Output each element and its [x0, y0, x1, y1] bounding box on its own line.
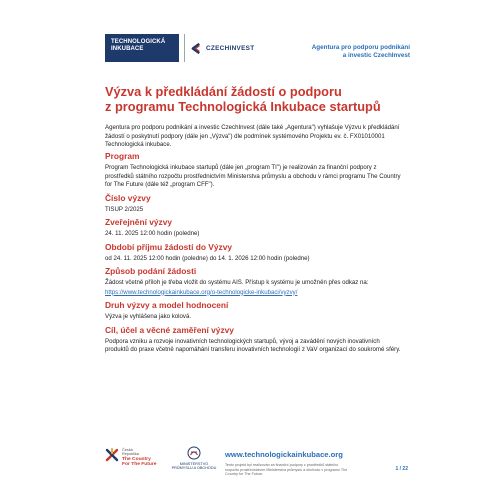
- section-publication: [105, 217, 403, 239]
- section-program: [105, 151, 403, 190]
- logo-line-2: INKUBACE: [111, 46, 144, 53]
- agency-line-1: Agentura pro podporu podnikání: [311, 44, 410, 51]
- country-for-the-future-logo: [105, 446, 165, 482]
- czechinvest-name: CZECHINVEST: [206, 44, 255, 52]
- footer-funding-note: Tento projekt byl realizován za finanční podpory z prostředků státního rozpočtu prostřednictvím Ministerstva průmyslu a obchodu v programu The Country for The Future.: [225, 463, 348, 477]
- country-label-line-1: Česká: [122, 448, 133, 452]
- section-call-number: [105, 193, 403, 215]
- czechinvest-logo: [190, 41, 254, 55]
- page-title: [105, 84, 405, 114]
- section-title: Zveřejnění výzvy: [105, 217, 173, 227]
- section-text: Podpora vzniku a rozvoje inovativních technologických startupů, vývoj a zavádění nových inovativních produktů do praxe včetně napomáhání transferu inovativních technologií z VaV organizací do soukromé sféry.: [105, 337, 401, 353]
- section-submission-method: [105, 266, 403, 297]
- section-title: Období příjmu žádostí do Výzvy: [105, 241, 233, 252]
- title-line-1: Výzva k předkládání žádostí o podporu: [105, 84, 342, 99]
- section-text: Program Technologická inkubace startupů (dále jen „program TI") je realizován za finanční podpory z prostředků státního rozpočtu prostřednictvím Ministerstva průmyslu a obchodu v rámci programu The Country for The Future (dále též „program CFF").: [105, 164, 401, 188]
- mpo-line-1: MINISTERSTVO: [179, 462, 209, 466]
- mpo-line-2: PRŮMYSLU A OBCHODU: [171, 466, 217, 471]
- ministry-emblem-icon: [187, 446, 201, 460]
- agency-line-2: a investic CzechInvest: [342, 52, 410, 60]
- country-label-line-2: Republika: [122, 452, 139, 457]
- section-text: TISUP 2/2025: [105, 205, 144, 213]
- section-text: Výzva je vyhlášena jako kolová.: [105, 313, 192, 320]
- logo-divider: [184, 34, 185, 62]
- sections-list: [105, 151, 403, 358]
- country-label: [122, 448, 139, 457]
- logo-line-1: TECHNOLOGICKÁ: [111, 39, 166, 45]
- document-page: [80, 14, 420, 486]
- page-number: 1 / 22: [395, 466, 408, 472]
- czechinvest-mark-icon: [190, 42, 203, 55]
- section-call-type: [105, 300, 403, 322]
- mpo-name: [170, 462, 218, 471]
- intro-paragraph: Agentura pro podporu podnikání a investic CzechInvest (dále také „Agentura") vyhlašuje Výzvu k předkládání žádostí o poskytnutí podpory (dále jen „Výzva") dle podmínek systémového Projektu ev. č. FX01010001 Technologická inkubace.: [105, 124, 400, 149]
- section-title: Číslo výzvy: [105, 192, 151, 203]
- section-text: 24. 11. 2025 12:00 hodin (poledne): [105, 230, 200, 237]
- section-title: Způsob podání žádosti: [105, 266, 197, 276]
- section-text: od 24. 11. 2025 12:00 hodin (poledne) do 14. 1. 2026 12:00 hodin (poledne): [105, 254, 310, 262]
- technologicka-inkubace-logo: [105, 34, 179, 62]
- section-title: Cíl, účel a věcné zaměření výzvy: [105, 324, 234, 335]
- czech-republic-mark-icon: [105, 448, 119, 462]
- title-line-2: z programu Technologická Inkubace startupů: [105, 99, 381, 114]
- agency-name: [280, 44, 410, 61]
- section-title: Program: [105, 151, 140, 161]
- ais-access-link[interactable]: https://www.technologickainkubace.org/o-technologicke-inkubaci/vyzvy/: [105, 288, 298, 296]
- section-submission-period: [105, 242, 403, 264]
- section-text: Žádost včetně příloh je třeba vložit do systému AIS. Přístup k systému je umožněn přes odkaz na:: [105, 279, 369, 286]
- slogan-line-2: For The Future: [122, 462, 157, 468]
- mpo-logo: [170, 446, 218, 482]
- section-goals: [105, 325, 403, 355]
- slogan-line-1: The Country: [122, 457, 151, 462]
- footer-website-link[interactable]: www.technologickainkubace.org: [225, 450, 343, 459]
- slogan: [122, 457, 157, 468]
- section-title: Druh výzvy a model hodnocení: [105, 300, 229, 310]
